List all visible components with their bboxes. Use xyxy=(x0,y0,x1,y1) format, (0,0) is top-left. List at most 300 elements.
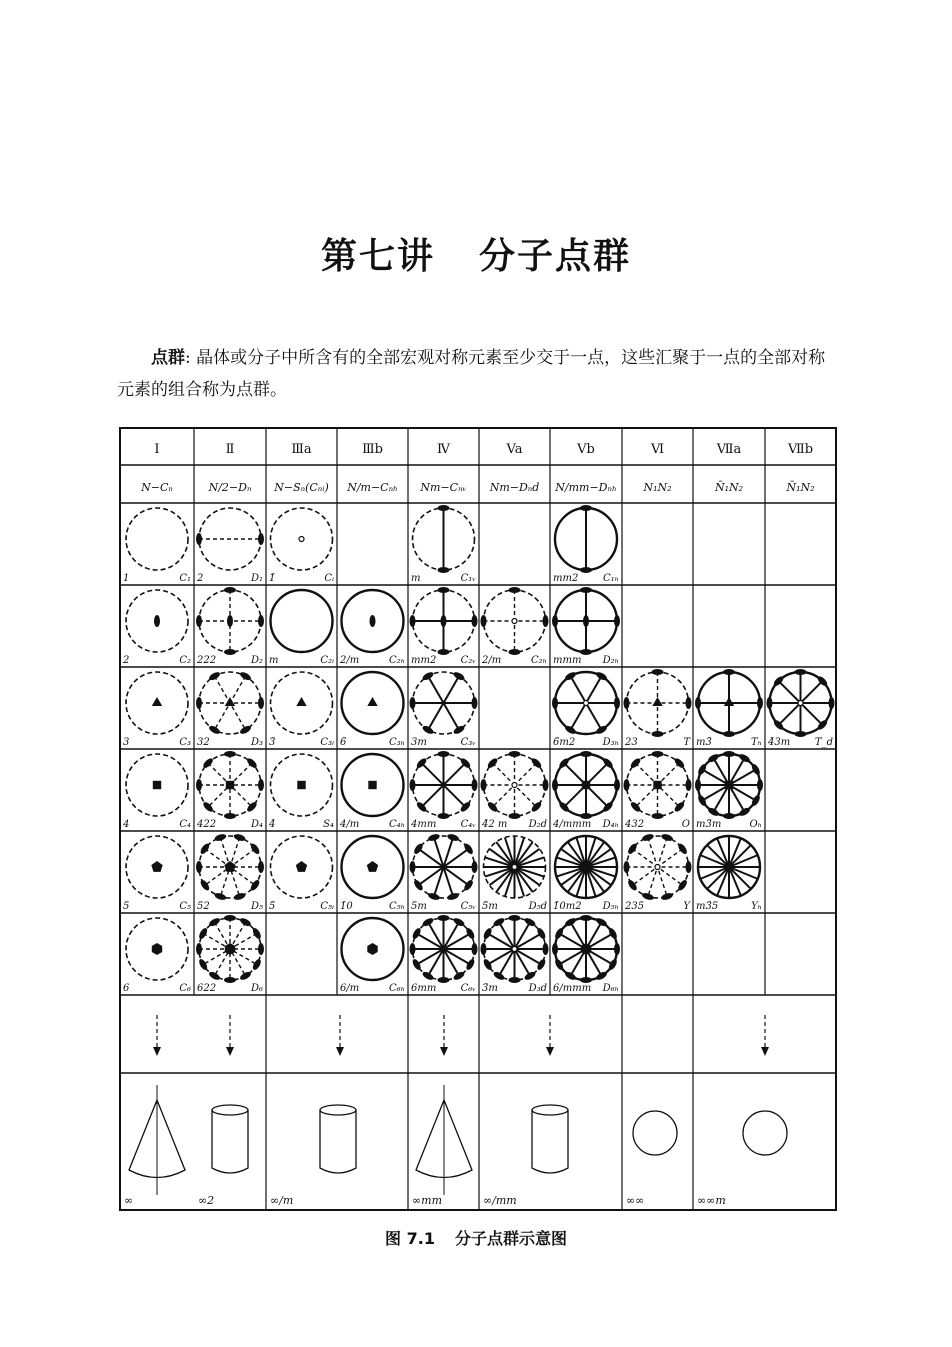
symmetry-diagram xyxy=(271,836,333,898)
projection-circle xyxy=(271,590,333,652)
axis-marker xyxy=(641,833,654,842)
axis-marker xyxy=(438,587,450,593)
axis-marker xyxy=(626,879,638,892)
schoenflies-symbol: C₁ᵥ xyxy=(460,573,476,584)
axis-marker xyxy=(757,697,763,709)
symmetry-diagram xyxy=(552,915,620,983)
hm-symbol: 52 xyxy=(197,901,210,912)
twofold-marker xyxy=(154,615,160,627)
axis-marker xyxy=(552,779,558,791)
axis-marker xyxy=(641,892,654,901)
axis-marker xyxy=(196,697,202,709)
axis-marker xyxy=(258,533,264,545)
hm-symbol: 6/m xyxy=(340,983,360,994)
limit-arrow-head xyxy=(761,1047,769,1056)
axis-marker xyxy=(258,861,264,873)
symmetry-diagram xyxy=(481,915,549,983)
axis-marker xyxy=(686,861,692,873)
schoenflies-symbol: Cᵢ xyxy=(324,573,334,584)
definition-text: : 晶体或分子中所含有的全部宏观对称元素至少交于一点，这些汇聚于一点的全部对称元素的组合称为点群。 xyxy=(117,348,826,400)
axis-marker xyxy=(723,669,735,675)
symmetry-diagram xyxy=(271,590,333,652)
column-roman: Ⅲb xyxy=(362,442,383,457)
symmetry-diagram xyxy=(695,669,763,737)
rotation-axis-marker xyxy=(367,697,377,706)
column-formula: N/m−Cₙₕ xyxy=(347,481,398,494)
schoenflies-symbol: C₃ xyxy=(179,737,191,748)
column-roman: Ⅳ xyxy=(437,442,450,457)
symmetry-diagram xyxy=(484,836,546,898)
axis-marker xyxy=(492,970,505,981)
hm-symbol: 2 xyxy=(123,655,130,666)
axis-marker xyxy=(624,697,630,709)
schoenflies-symbol: T xyxy=(683,737,690,748)
limit-arrow-head xyxy=(546,1047,554,1056)
axis-marker xyxy=(258,697,264,709)
hm-symbol: 1 xyxy=(123,573,130,584)
symmetry-diagram xyxy=(126,590,188,652)
rotation-axis-marker xyxy=(296,697,306,706)
inversion-marker xyxy=(512,783,517,788)
column-formula: N/2−Dₙ xyxy=(208,481,252,494)
limit-arrow-head xyxy=(153,1047,161,1056)
axis-marker xyxy=(472,861,478,873)
column-roman: Ⅱ xyxy=(225,442,235,457)
axis-marker xyxy=(482,927,493,940)
axis-marker xyxy=(421,970,434,981)
inversion-marker xyxy=(299,537,304,542)
twofold-marker xyxy=(227,615,233,627)
axis-marker xyxy=(652,813,664,819)
limit-group-label: ∞∞ xyxy=(626,1194,645,1207)
symmetry-diagram xyxy=(410,751,478,819)
axis-marker xyxy=(224,587,236,593)
column-formula: Nm−Cₙᵥ xyxy=(420,481,467,494)
schoenflies-symbol: C₃ₕ xyxy=(389,737,405,748)
rotation-axis-marker xyxy=(225,697,235,706)
hm-symbol: 1̄ xyxy=(269,573,276,584)
limit-group-label: ∞/mm xyxy=(483,1194,517,1207)
axis-marker xyxy=(695,697,701,709)
symmetry-diagram xyxy=(126,836,188,898)
hm-symbol: 2/m xyxy=(340,655,360,666)
hm-symbol: 6̄ xyxy=(340,737,347,748)
axis-marker xyxy=(552,615,558,627)
axis-marker xyxy=(233,892,246,901)
sphere-shape xyxy=(743,1111,787,1155)
symmetry-diagram xyxy=(695,751,763,819)
axis-marker xyxy=(472,779,478,791)
axis-marker xyxy=(224,649,236,655)
column-roman: Ⅵ xyxy=(650,442,665,457)
schoenflies-symbol: D₆ xyxy=(250,983,263,994)
axis-marker xyxy=(580,915,592,921)
symmetry-diagram xyxy=(271,672,333,734)
axis-marker xyxy=(196,943,202,955)
symmetry-diagram xyxy=(196,508,264,570)
axis-marker xyxy=(446,892,459,901)
twofold-marker xyxy=(441,615,447,627)
hm-symbol: 3̄ xyxy=(269,737,276,748)
schoenflies-symbol: D₁ xyxy=(250,573,263,584)
axis-marker xyxy=(214,892,227,901)
rotation-axis-marker xyxy=(296,861,307,872)
axis-marker xyxy=(767,697,773,709)
axis-marker xyxy=(412,879,424,892)
axis-marker xyxy=(196,861,202,873)
axis-marker xyxy=(543,615,549,627)
column-roman: Ⅲa xyxy=(291,442,312,457)
schoenflies-symbol: T_d xyxy=(814,737,833,748)
schoenflies-symbol: D₅ xyxy=(250,901,263,912)
symmetry-diagram xyxy=(555,836,617,898)
rotation-axis-marker xyxy=(224,861,235,872)
inversion-marker xyxy=(655,865,660,870)
axis-marker xyxy=(481,615,487,627)
axis-marker xyxy=(509,751,521,757)
axis-marker xyxy=(472,615,478,627)
axis-marker xyxy=(198,927,209,940)
rotation-axis-marker xyxy=(367,861,378,872)
symmetry-diagram xyxy=(698,836,760,898)
axis-marker xyxy=(410,943,416,955)
axis-marker xyxy=(580,505,592,511)
hm-symbol: 5̄m xyxy=(482,901,498,912)
hm-symbol: 4mm xyxy=(411,819,437,830)
symmetry-diagram xyxy=(126,754,188,816)
schoenflies-symbol: C₄ᵥ xyxy=(460,819,476,830)
axis-marker xyxy=(829,697,835,709)
axis-marker xyxy=(472,943,478,955)
column-formula: N−Sₙ(Cₙᵢ) xyxy=(274,481,329,494)
schoenflies-symbol: Yₕ xyxy=(751,901,762,912)
hm-symbol: m3̄m xyxy=(696,819,722,830)
axis-marker xyxy=(410,779,416,791)
schoenflies-symbol: D₄ₕ xyxy=(602,819,619,830)
hm-symbol: 6 xyxy=(123,983,130,994)
hm-symbol: 6mm xyxy=(411,983,437,994)
axis-marker xyxy=(196,615,202,627)
axis-marker xyxy=(723,751,735,757)
axis-marker xyxy=(208,724,221,735)
axis-marker xyxy=(410,615,416,627)
axis-marker xyxy=(660,833,673,842)
inversion-marker xyxy=(512,947,517,952)
axis-marker xyxy=(652,669,664,675)
schoenflies-symbol: C₃ᵥ xyxy=(460,737,476,748)
schoenflies-symbol: D₂d xyxy=(528,819,547,830)
schoenflies-symbol: C₄ xyxy=(179,819,191,830)
axis-marker xyxy=(258,615,264,627)
schoenflies-symbol: Tₕ xyxy=(751,737,762,748)
axis-marker xyxy=(251,958,262,971)
schoenflies-symbol: C₁ xyxy=(179,573,191,584)
axis-marker xyxy=(614,943,620,955)
inversion-marker xyxy=(512,865,517,870)
schoenflies-symbol: C₂ₕ xyxy=(389,655,405,666)
schoenflies-symbol: C₅ₕ xyxy=(389,901,405,912)
symmetry-diagram xyxy=(552,751,620,819)
schoenflies-symbol: D₆ₕ xyxy=(602,983,619,994)
schoenflies-symbol: C₄ₕ xyxy=(389,819,405,830)
hm-symbol: 3 xyxy=(123,737,130,748)
rotation-axis-marker xyxy=(652,697,662,706)
column-formula: N̄₁N₂ xyxy=(714,481,744,494)
axis-marker xyxy=(509,587,521,593)
hm-symbol: 222 xyxy=(197,655,217,666)
hm-symbol: 422 xyxy=(197,819,217,830)
symmetry-diagram xyxy=(481,751,549,819)
symmetry-diagram xyxy=(342,754,404,816)
axis-marker xyxy=(196,779,202,791)
symmetry-diagram xyxy=(271,754,333,816)
schoenflies-symbol: C₃ᵢ xyxy=(320,737,334,748)
hm-symbol: 3m xyxy=(411,737,427,748)
hm-symbol: 2/m xyxy=(482,655,502,666)
symmetry-diagram xyxy=(413,505,475,573)
axis-marker xyxy=(224,915,236,921)
axis-marker xyxy=(652,751,664,757)
rotation-axis-marker xyxy=(153,781,161,789)
axis-marker xyxy=(552,697,558,709)
schoenflies-symbol: D₃d xyxy=(528,983,547,994)
symmetry-diagram xyxy=(552,587,620,655)
symmetry-diagram xyxy=(624,669,692,737)
schoenflies-symbol: D₅ₕ xyxy=(602,901,619,912)
axis-marker xyxy=(224,977,236,983)
axis-marker xyxy=(614,779,620,791)
rotation-axis-marker xyxy=(368,781,376,789)
axis-marker xyxy=(536,958,547,971)
axis-marker xyxy=(438,567,450,573)
hm-symbol: 23 xyxy=(625,737,638,748)
cylinder-top xyxy=(532,1105,568,1115)
hm-symbol: m3̄ xyxy=(696,737,712,748)
rotation-axis-marker xyxy=(582,781,590,789)
rotation-axis-marker xyxy=(367,943,377,955)
symmetry-diagram xyxy=(552,671,620,736)
axis-marker xyxy=(224,751,236,757)
column-formula: N̄₁N₂ xyxy=(786,481,815,494)
column-roman: Ⅶb xyxy=(787,442,814,457)
symmetry-diagram xyxy=(410,833,478,901)
symmetry-diagram xyxy=(196,587,264,655)
hm-symbol: 6/mmm xyxy=(553,983,592,994)
axis-marker xyxy=(580,567,592,573)
hm-symbol: 4/m xyxy=(340,819,360,830)
limit-group-label: ∞ xyxy=(124,1194,134,1207)
hm-symbol: 1̄0m2 xyxy=(553,901,582,912)
hm-symbol: m xyxy=(411,573,421,584)
symmetry-diagram xyxy=(342,590,404,652)
hm-symbol: mm2 xyxy=(553,573,579,584)
axis-marker xyxy=(509,915,521,921)
axis-marker xyxy=(214,833,227,842)
symmetry-diagram xyxy=(624,833,692,901)
limit-arrow-head xyxy=(226,1047,234,1056)
hm-symbol: 5m xyxy=(411,901,427,912)
schoenflies-symbol: S₄ xyxy=(323,819,334,830)
axis-marker xyxy=(410,697,416,709)
column-roman: Ⅰ xyxy=(154,442,160,457)
inversion-marker xyxy=(798,701,803,706)
column-roman: Va xyxy=(506,442,523,457)
title-lecture: 第七讲 xyxy=(320,236,435,277)
axis-marker xyxy=(686,779,692,791)
schoenflies-symbol: D₃ₕ xyxy=(602,737,619,748)
symmetry-diagram xyxy=(196,833,264,901)
axis-marker xyxy=(438,915,450,921)
hm-symbol: m3̄5 xyxy=(696,901,719,912)
axis-marker xyxy=(795,669,807,675)
sphere-shape xyxy=(633,1111,677,1155)
axis-marker xyxy=(723,731,735,737)
axis-marker xyxy=(199,879,211,892)
symmetry-diagram xyxy=(342,918,404,980)
schoenflies-symbol: C₁ₕ xyxy=(603,573,619,584)
axis-marker xyxy=(543,779,549,791)
schoenflies-symbol: C₆ₕ xyxy=(389,983,405,994)
schoenflies-symbol: D₂ xyxy=(250,655,263,666)
schoenflies-symbol: C₅ᵥ xyxy=(460,901,476,912)
axis-marker xyxy=(509,977,521,983)
cylinder-top xyxy=(320,1105,356,1115)
hm-symbol: 4/mmm xyxy=(553,819,592,830)
axis-marker xyxy=(438,751,450,757)
column-formula: N−Cₙ xyxy=(141,481,173,494)
hm-symbol: 1̄0 xyxy=(340,901,353,912)
symmetry-diagram xyxy=(624,751,692,819)
symmetry-diagram xyxy=(342,672,404,734)
limit-arrow-head xyxy=(336,1047,344,1056)
limit-group-label: ∞mm xyxy=(412,1194,443,1207)
symmetry-diagram xyxy=(555,505,617,573)
cylinder-body xyxy=(532,1110,568,1173)
hm-symbol: 4̄3m xyxy=(768,737,791,748)
column-formula: Nm−Dₙd xyxy=(489,481,540,494)
column-roman: Ⅶa xyxy=(716,442,742,457)
axis-marker xyxy=(580,649,592,655)
schoenflies-symbol: C₂ xyxy=(179,655,191,666)
hm-symbol: mm2 xyxy=(411,655,437,666)
symmetry-diagram xyxy=(196,671,264,736)
symmetry-diagram xyxy=(481,587,549,655)
symmetry-diagram xyxy=(410,587,478,655)
axis-marker xyxy=(695,779,701,791)
axis-marker xyxy=(258,779,264,791)
caption-number: 图 7.1 xyxy=(385,1229,435,1248)
axis-marker xyxy=(509,649,521,655)
hm-symbol: 4̄ xyxy=(269,819,276,830)
hm-symbol: 5̄ xyxy=(269,901,276,912)
axis-marker xyxy=(421,724,434,735)
schoenflies-symbol: D₃ xyxy=(250,737,263,748)
symmetry-diagram xyxy=(271,508,333,570)
schoenflies-symbol: C₆ᵥ xyxy=(460,983,476,994)
axis-marker xyxy=(427,892,440,901)
symmetry-diagram xyxy=(196,751,264,819)
axis-marker xyxy=(580,587,592,593)
hm-symbol: 622 xyxy=(197,983,217,994)
axis-marker xyxy=(411,927,422,940)
axis-marker xyxy=(438,813,450,819)
rotation-axis-marker xyxy=(225,943,235,955)
axis-marker xyxy=(481,779,487,791)
twofold-marker xyxy=(583,615,589,627)
axis-marker xyxy=(543,943,549,955)
symmetry-diagram xyxy=(126,508,188,570)
axis-marker xyxy=(196,533,202,545)
hm-symbol: 3̄m xyxy=(482,983,498,994)
hm-symbol: 432 xyxy=(625,819,645,830)
column-roman: Vb xyxy=(577,442,595,457)
axis-marker xyxy=(624,861,630,873)
rotation-axis-marker xyxy=(653,781,661,789)
hm-symbol: m xyxy=(269,655,279,666)
schoenflies-symbol: C₆ xyxy=(179,983,191,994)
schoenflies-symbol: C₂ᵥ xyxy=(460,655,476,666)
hm-symbol: 4 xyxy=(123,819,130,830)
column-formula: N/mm−Dₙₕ xyxy=(555,481,617,494)
rotation-axis-marker xyxy=(724,697,734,706)
inversion-marker xyxy=(512,619,517,624)
axis-marker xyxy=(208,970,221,981)
hm-symbol: mmm xyxy=(553,655,582,666)
symmetry-diagram xyxy=(196,915,264,983)
axis-marker xyxy=(795,731,807,737)
symmetry-diagram xyxy=(410,671,478,736)
axis-marker xyxy=(472,697,478,709)
column-formula: N₁N₂ xyxy=(643,481,672,494)
axis-marker xyxy=(652,731,664,737)
rotation-axis-marker xyxy=(725,781,733,789)
schoenflies-symbol: D₂ₕ xyxy=(602,655,619,666)
schoenflies-symbol: C₅ᵢ xyxy=(320,901,334,912)
axis-marker xyxy=(410,861,416,873)
title-topic: 分子点群 xyxy=(479,236,632,277)
inversion-marker xyxy=(584,701,589,706)
caption-text: 分子点群示意图 xyxy=(454,1229,567,1248)
symmetry-diagram xyxy=(342,836,404,898)
schoenflies-symbol: D₅d xyxy=(528,901,547,912)
axis-marker xyxy=(438,505,450,511)
hm-symbol: 2 xyxy=(197,573,204,584)
hm-symbol: 4̄2 m xyxy=(482,819,508,830)
limit-group-label: ∞2 xyxy=(198,1194,215,1207)
limit-group-label: ∞∞m xyxy=(697,1194,726,1207)
figure-caption xyxy=(0,1226,952,1249)
rotation-axis-marker xyxy=(226,781,234,789)
rotation-axis-marker xyxy=(151,861,162,872)
cylinder-body xyxy=(212,1110,248,1173)
axis-marker xyxy=(552,943,558,955)
hm-symbol: 5 xyxy=(123,901,130,912)
symmetry-diagram xyxy=(126,918,188,980)
axis-marker xyxy=(233,833,246,842)
rotation-axis-marker xyxy=(581,943,591,955)
limit-arrow-head xyxy=(440,1047,448,1056)
rotation-axis-marker xyxy=(297,781,305,789)
axis-marker xyxy=(614,697,620,709)
cylinder-top xyxy=(212,1105,248,1115)
axis-marker xyxy=(614,615,620,627)
axis-marker xyxy=(224,813,236,819)
schoenflies-symbol: O xyxy=(681,819,690,830)
schoenflies-symbol: D₄ xyxy=(250,819,263,830)
symmetry-diagram xyxy=(767,669,835,737)
axis-marker xyxy=(465,958,476,971)
axis-marker xyxy=(686,697,692,709)
